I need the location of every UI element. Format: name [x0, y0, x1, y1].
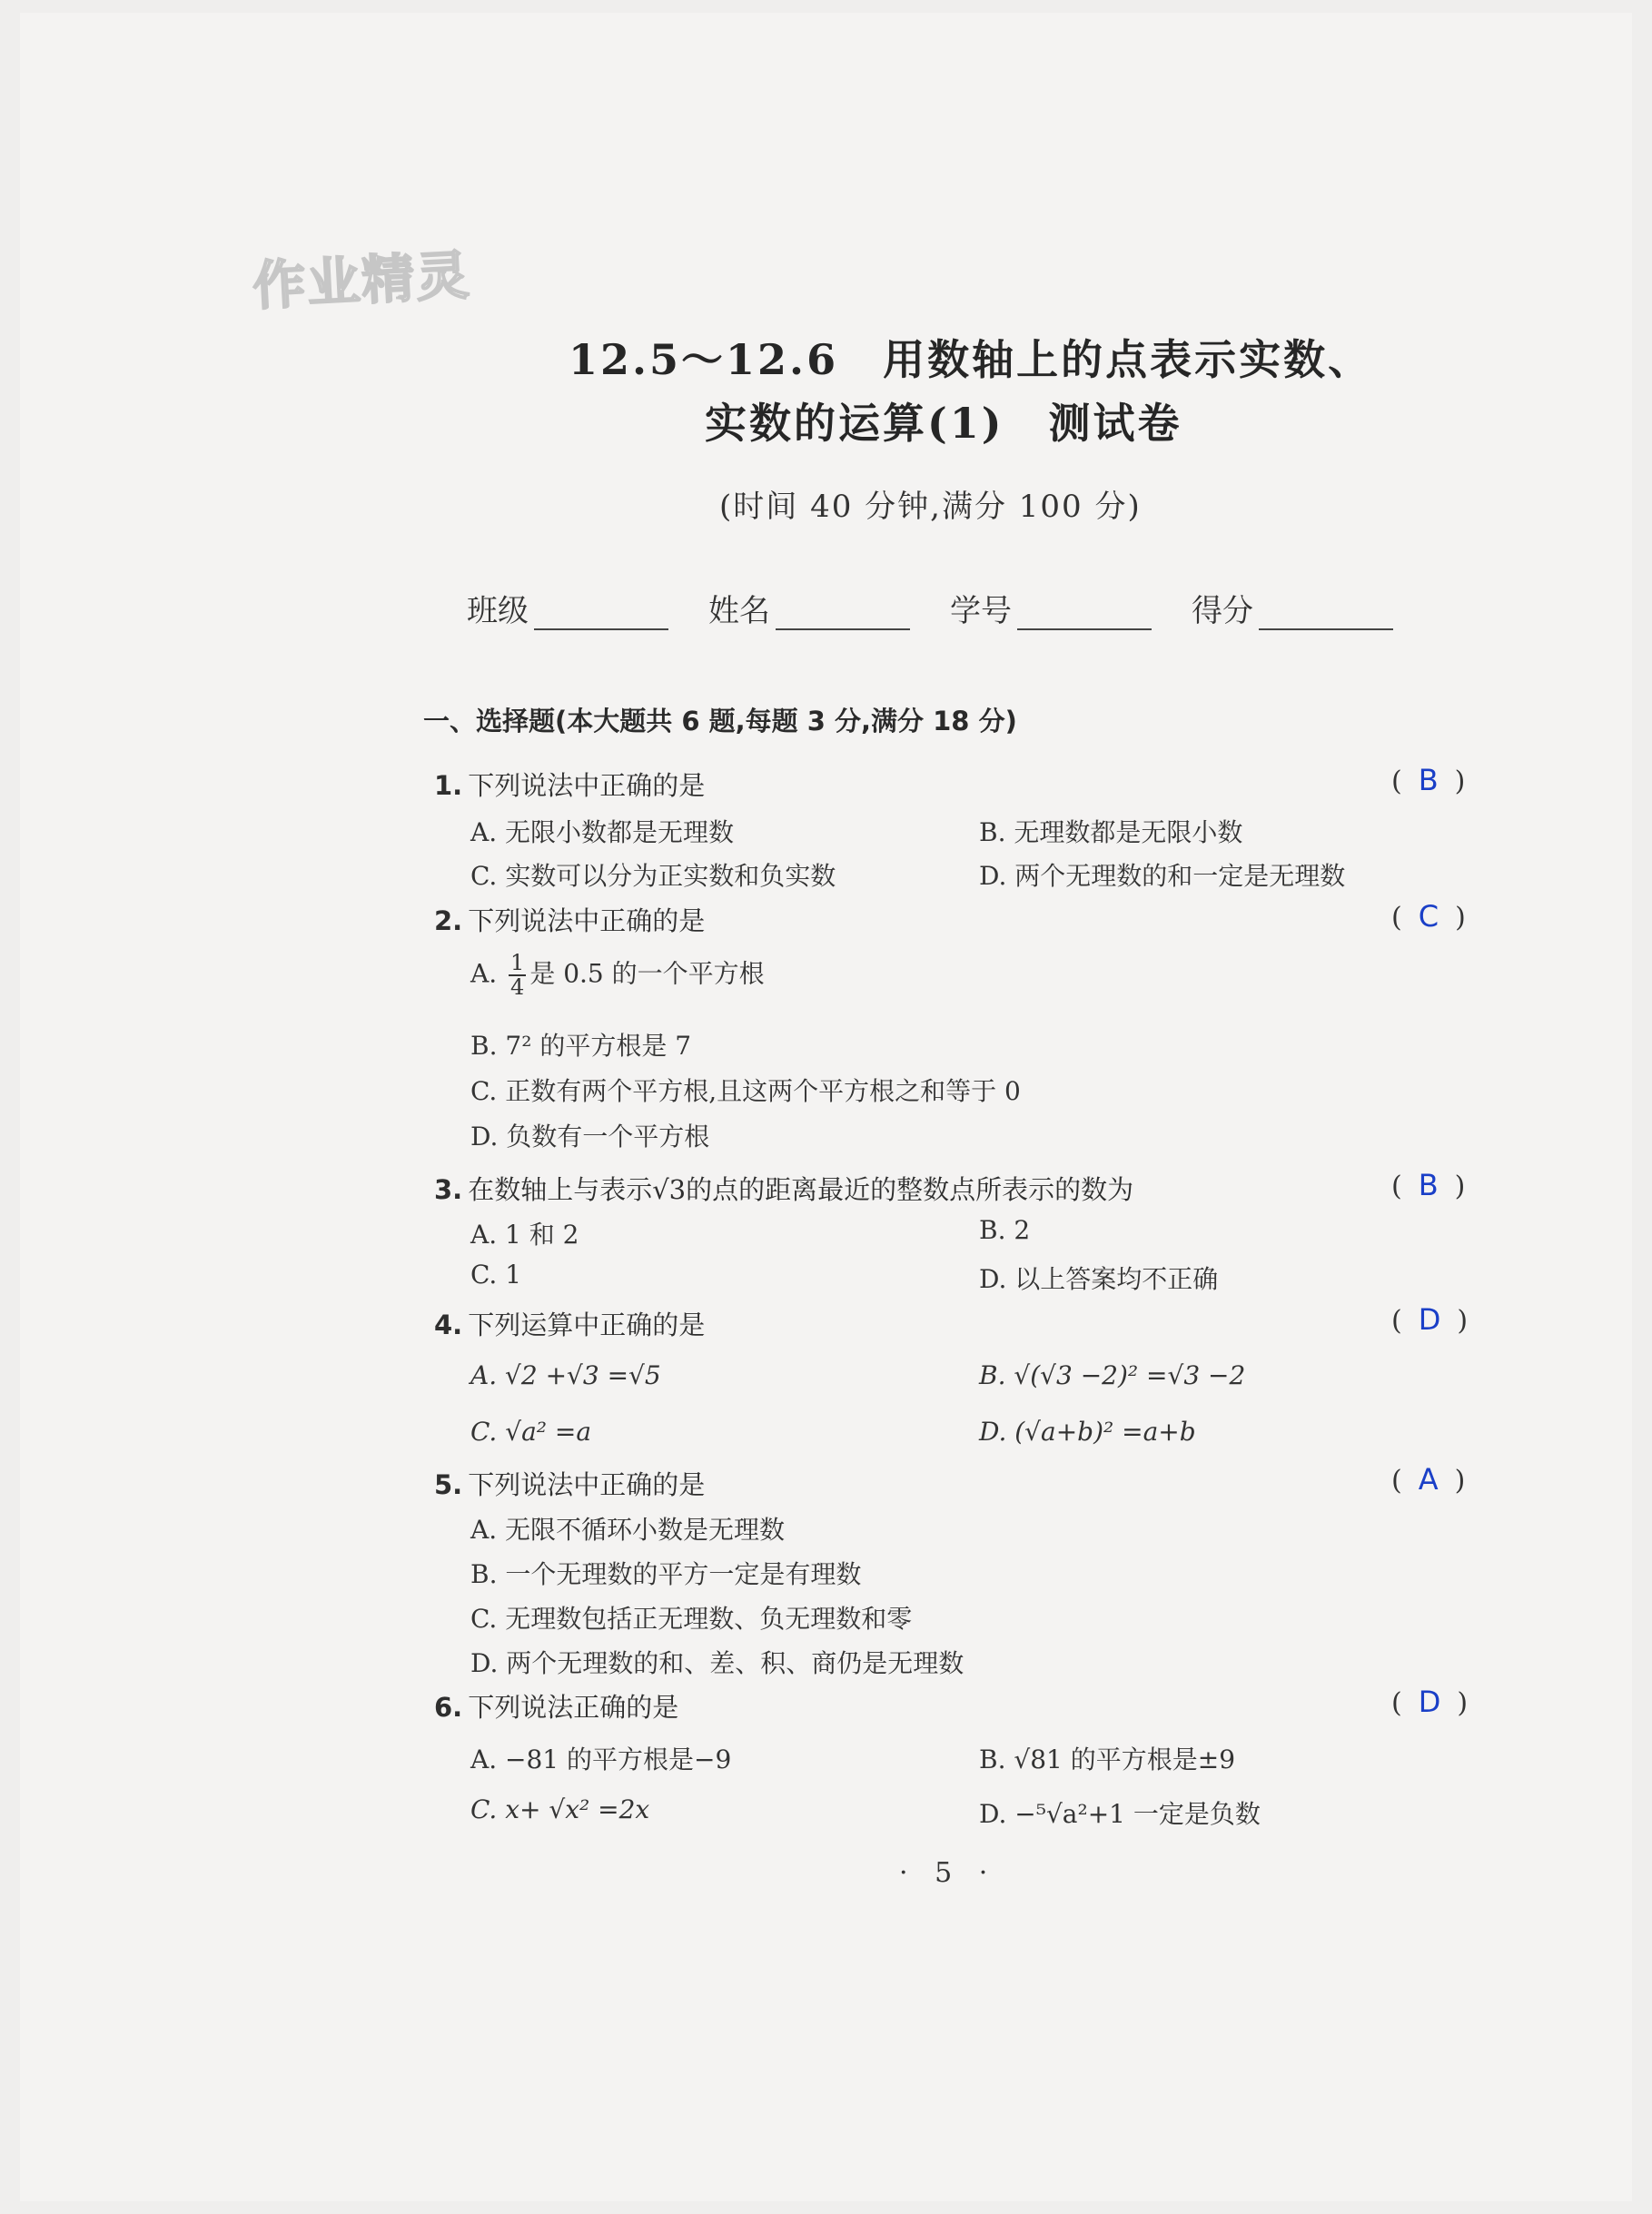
- number-blank[interactable]: [1017, 598, 1152, 630]
- q4-option-d: D. (√a+b)² =a+b: [979, 1417, 1196, 1447]
- question-2-stem: 2. 下列说法中正确的是: [434, 905, 706, 936]
- question-1-stem: 1. 下列说法中正确的是: [434, 770, 706, 801]
- q6-option-a: A. −81 的平方根是−9: [470, 1745, 732, 1774]
- score-blank[interactable]: [1259, 598, 1393, 630]
- q2-option-a: A. $\frac{1}{4}$ 是 0.5 的一个平方根: [470, 950, 765, 1001]
- q5-option-b: B. 一个无理数的平方一定是有理数: [470, 1559, 862, 1589]
- class-blank[interactable]: [534, 598, 668, 630]
- question-6-answer: ( D ): [1391, 1685, 1469, 1719]
- score-label: 得分: [1192, 593, 1253, 629]
- q3-option-a: A. 1 和 2: [470, 1220, 579, 1250]
- q3-option-d: D. 以上答案均不正确: [979, 1264, 1219, 1294]
- section-heading: 一、选择题(本大题共 6 题,每题 3 分,满分 18 分): [423, 706, 1017, 736]
- q5-option-c: C. 无理数包括正无理数、负无理数和零: [470, 1604, 913, 1634]
- q6-option-c: C. x+ √x² =2x: [470, 1794, 650, 1824]
- q6-option-d: D. −⁵√a²+1 一定是负数: [979, 1799, 1261, 1829]
- q6-option-b: B. √81 的平方根是±9: [979, 1745, 1236, 1774]
- score-field[interactable]: [1192, 586, 1393, 630]
- question-5-answer: ( A ): [1391, 1462, 1466, 1497]
- q2-option-b: B. 7² 的平方根是 7: [470, 1031, 692, 1061]
- q1-option-a: A. 无限小数都是无理数: [470, 817, 735, 847]
- page-subtitle: (时间 40 分钟,满分 100 分): [719, 489, 1142, 525]
- q1-option-d: D. 两个无理数的和一定是无理数: [979, 861, 1346, 891]
- class-field[interactable]: [467, 586, 668, 630]
- question-5-stem: 5. 下列说法中正确的是: [434, 1469, 706, 1500]
- class-label: 班级: [467, 593, 529, 629]
- fraction-one-quarter: $\frac{1}{4}$: [510, 950, 525, 1001]
- question-1-answer: ( B ): [1391, 763, 1466, 797]
- q2-option-c: C. 正数有两个平方根,且这两个平方根之和等于 0: [470, 1076, 1021, 1106]
- q1-option-c: C. 实数可以分为正实数和负实数: [470, 861, 836, 891]
- watermark-logo: 作业精灵: [251, 243, 472, 318]
- q3-option-b: B. 2: [979, 1215, 1031, 1245]
- q4-option-a: A. √2 +√3 =√5: [470, 1360, 661, 1390]
- page-title-line2: 实数的运算(1) 测试卷: [705, 399, 1182, 448]
- q1-option-b: B. 无理数都是无限小数: [979, 817, 1243, 847]
- q4-option-c: C. √a² =a: [470, 1417, 592, 1447]
- question-2-answer: ( C ): [1391, 899, 1466, 934]
- name-field[interactable]: [708, 586, 910, 630]
- number-label: 学号: [950, 593, 1012, 629]
- q3-option-c: C. 1: [470, 1260, 522, 1290]
- question-4-answer: ( D ): [1391, 1302, 1469, 1337]
- page-title-line1: 12.5～12.6 用数轴上的点表示实数、: [569, 335, 1373, 384]
- name-label: 姓名: [708, 593, 770, 629]
- number-field[interactable]: [950, 586, 1152, 630]
- question-3-answer: ( B ): [1391, 1168, 1466, 1202]
- q5-option-a: A. 无限不循环小数是无理数: [470, 1515, 786, 1545]
- page-number: · 5 ·: [899, 1857, 997, 1889]
- question-6-stem: 6. 下列说法正确的是: [434, 1692, 679, 1723]
- q4-option-b: B. √(√3 −2)² =√3 −2: [979, 1360, 1246, 1390]
- question-4-stem: 4. 下列运算中正确的是: [434, 1310, 706, 1340]
- q2-option-d: D. 负数有一个平方根: [470, 1122, 710, 1151]
- name-blank[interactable]: [776, 598, 910, 630]
- question-3-stem: 3. 在数轴上与表示√3的点的距离最近的整数点所表示的数为: [434, 1174, 1134, 1205]
- student-info-line: [467, 586, 1433, 630]
- q5-option-d: D. 两个无理数的和、差、积、商仍是无理数: [470, 1648, 964, 1678]
